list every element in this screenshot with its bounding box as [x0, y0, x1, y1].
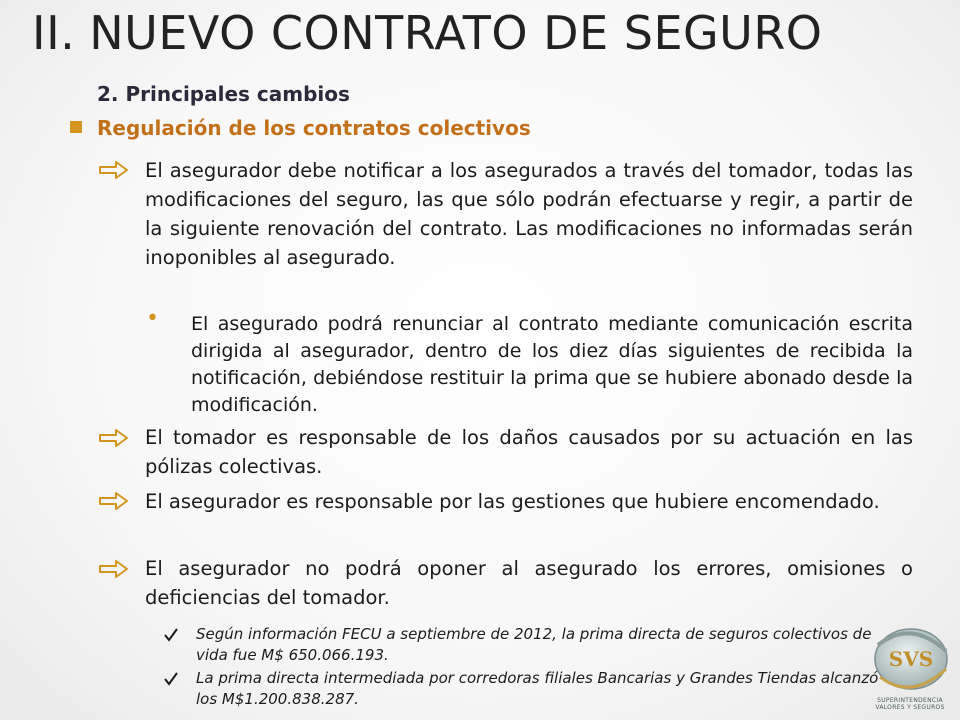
slide-subtitle: 2. Principales cambios	[97, 82, 350, 106]
logo-initials: SVS	[888, 647, 934, 671]
outline-right-arrow-icon	[98, 428, 130, 448]
outline-right-arrow-icon	[98, 491, 130, 511]
title-text: NUEVO CONTRATO DE SEGURO	[89, 6, 823, 60]
section-heading: Regulación de los contratos colectivos	[97, 116, 531, 140]
outline-right-arrow-icon	[98, 559, 130, 579]
point-text: El tomador es responsable de los daños causados por su actuación en las pólizas colectivas.	[145, 426, 913, 478]
logo-line-1: SUPERINTENDENCIA	[877, 697, 943, 704]
square-bullet-icon	[70, 121, 82, 133]
note-text: Según información FECU a septiembre de 2012, la prima directa de seguros colectivos de vida fue M$ 650.066.193.	[196, 625, 872, 664]
logo-line-2: VALORES Y SEGUROS	[875, 704, 945, 711]
subpoint-text: El asegurado podrá renunciar al contrato mediante comunicación escrita dirigida al asegurador, dentro de los diez días siguientes de recibida la notificación, debiéndose restituir la prima que se hubiere abonado desde la modificación.	[191, 313, 913, 416]
outline-right-arrow-icon	[98, 160, 130, 180]
point-text: El asegurador debe notificar a los asegurados a través del tomador, todas las modificaciones del seguro, las que sólo podrán efectuarse y regir, a partir de la siguiente renovación del contrato. Las modificaciones no informadas serán inoponibles al asegurado.	[145, 159, 913, 269]
dot-bullet-icon: •	[146, 306, 159, 331]
checkmark-icon	[163, 627, 179, 643]
logo-caption	[862, 697, 958, 711]
point-text: El asegurador no podrá oponer al asegurado los errores, omisiones o deficiencias del tomador.	[145, 557, 913, 609]
note-text: La prima directa intermediada por corredoras filiales Bancarias y Grandes Tiendas alcanzó los M$1.200.838.287.	[196, 669, 879, 708]
point-text: El asegurador es responsable por las gestiones que hubiere encomendado.	[145, 490, 880, 513]
slide-title	[32, 6, 823, 60]
checkmark-icon	[163, 671, 179, 687]
title-number: II.	[32, 6, 76, 60]
